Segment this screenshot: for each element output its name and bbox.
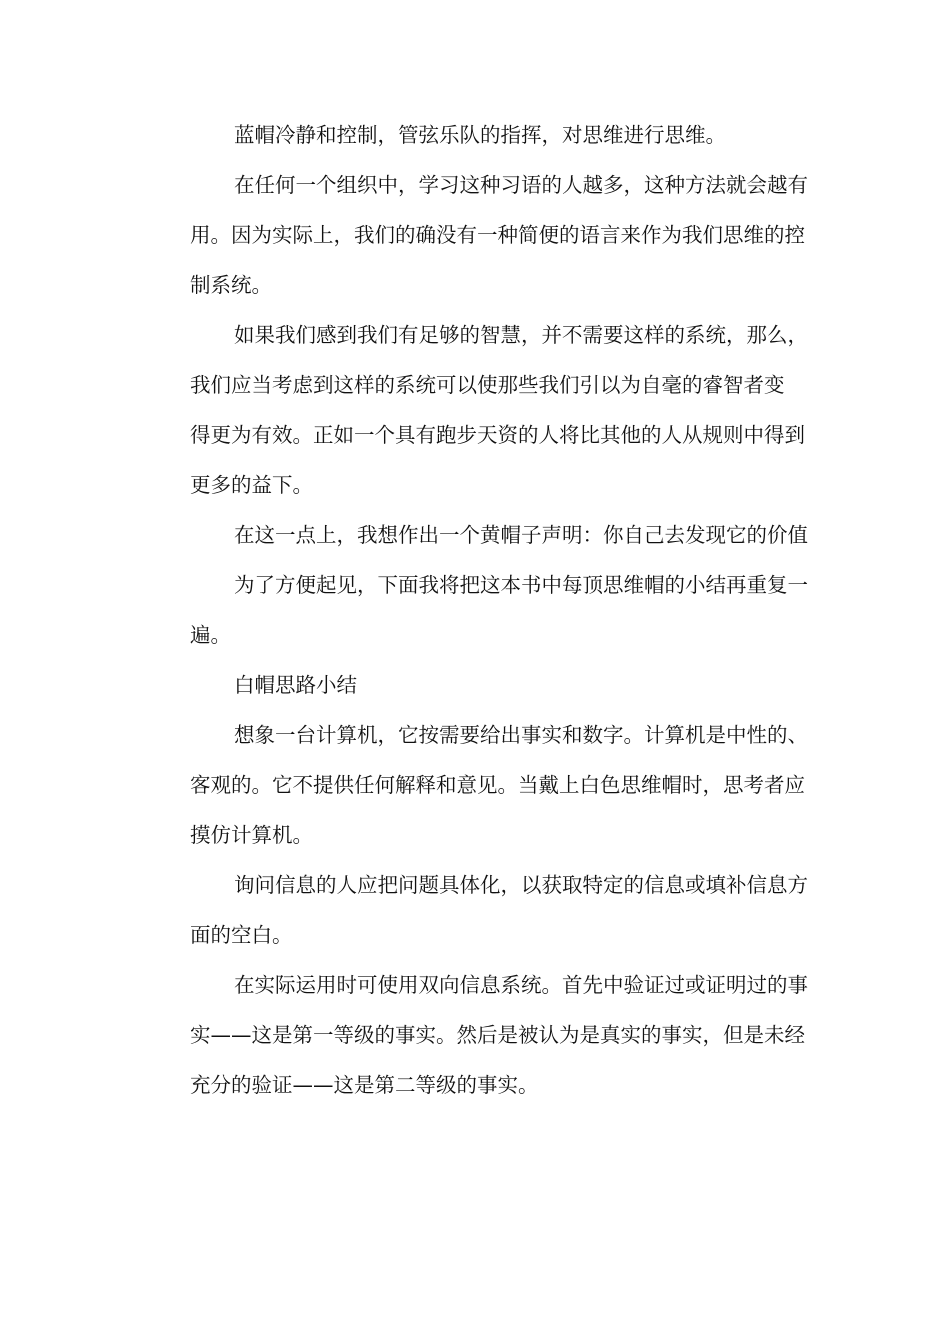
- text-line: 为了方便起见，下面我将把这本书中每顶思维帽的小结再重复一: [234, 573, 808, 597]
- text-line: 在任何一个组织中，学习这种习语的人越多，这种方法就会越有: [234, 173, 808, 197]
- paragraph-8: [146, 860, 810, 960]
- paragraph-7: [146, 710, 810, 860]
- paragraph-5: [146, 560, 810, 660]
- paragraph-2: [146, 160, 810, 310]
- text-line: 想象一台计算机，它按需要给出事实和数字。计算机是中性的、: [234, 723, 808, 747]
- text-line: 得更为有效。正如一个具有跑步天资的人将比其他的人从规则中得到: [190, 423, 805, 447]
- text-line: 实——这是第一等级的事实。然后是被认为是真实的事实，但是未经: [190, 1023, 805, 1047]
- text-line: 制系统。: [190, 273, 272, 297]
- text-line: 询问信息的人应把问题具体化，以获取特定的信息或填补信息方: [234, 873, 808, 897]
- text-line: 用。因为实际上，我们的确没有一种简便的语言来作为我们思维的控: [190, 223, 805, 247]
- text-line: 更多的益下。: [190, 473, 313, 497]
- document-body: [146, 110, 810, 1110]
- text-line: 白帽思路小结: [234, 673, 357, 697]
- text-line: 如果我们感到我们有足够的智慧，并不需要这样的系统，那么，: [234, 323, 808, 347]
- text-line: 蓝帽冷静和控制，管弦乐队的指挥，对思维进行思维。: [234, 123, 726, 147]
- paragraph-9: [146, 960, 810, 1110]
- text-line: 遍。: [190, 623, 231, 647]
- text-line: 面的空白。: [190, 923, 293, 947]
- section-heading: [146, 660, 810, 710]
- paragraph-3: [146, 310, 810, 510]
- text-line: 摸仿计算机。: [190, 823, 313, 847]
- text-line: 客观的。它不提供任何解释和意见。当戴上白色思维帽时，思考者应: [190, 773, 805, 797]
- paragraph-4: [146, 510, 810, 560]
- text-line: 在这一点上，我想作出一个黄帽子声明：你自己去发现它的价值: [234, 523, 808, 547]
- text-line: 我们应当考虑到这样的系统可以使那些我们引以为自毫的睿智者变: [190, 373, 785, 397]
- paragraph-1: [146, 110, 810, 160]
- text-line: 充分的验证——这是第二等级的事实。: [190, 1073, 539, 1097]
- text-line: 在实际运用时可使用双向信息系统。首先中验证过或证明过的事: [234, 973, 808, 997]
